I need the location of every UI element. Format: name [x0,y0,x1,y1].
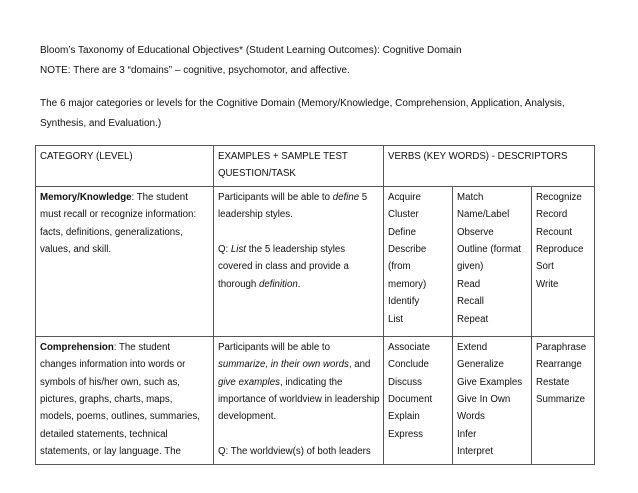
memory-verbs-cell [384,186,595,336]
document-title: Bloom’s Taxonomy of Educational Objectives* (Student Learning Outcomes): Cognitive Domain [40,45,462,56]
memory-title: Memory/Knowledge [40,191,132,203]
comprehension-category-cell: Comprehension: The student changes information into words or symbols of his/her own, such as, pictures, graphs, charts, maps, models, poems, outlines, summaries, detailed statements, technical statements, or lay language. The [36,336,214,464]
memory-examples-cell: Participants will be able to define 5 leadership styles. Q: List the 5 leadership styles covered in class and provide a thorough definition. [214,186,384,336]
memory-verbs-col-1: Acquire Cluster Define Describe (from memory) Identify List [388,191,427,325]
note-line: NOTE: There are 3 “domains” – cognitive, psychomotor, and affective. [40,65,350,76]
memory-verbs-col-2: Match Name/Label Observe Outline (format given) Read Recall Repeat [452,187,531,336]
memory-verbs-col-3: Recognize Record Recount Reproduce Sort Write [531,187,594,336]
categories-line-cont: Synthesis, and Evaluation.) [40,118,162,129]
comprehension-verbs-col-2: Extend Generalize Give Examples Give In Own Words Infer Interpret [452,337,531,464]
header-verbs: VERBS (KEY WORDS) - DESCRIPTORS [384,146,595,187]
header-category: CATEGORY (LEVEL) [36,146,214,187]
intro-text [40,41,600,134]
table-row-memory [36,186,595,336]
memory-desc-3: values, and skill. [40,243,112,255]
memory-desc-2: facts, definitions, generalizations, [40,226,183,238]
taxonomy-table [35,145,595,465]
comprehension-title: Comprehension [40,341,114,353]
header-examples: EXAMPLES + SAMPLE TEST QUESTION/TASK [214,146,384,187]
comprehension-verbs-col-1: Associate Conclude Discuss Document Explain Express [388,341,433,440]
comprehension-verbs-col-3: Paraphrase Rearrange Restate Summarize [531,337,594,464]
memory-desc-1: must recall or recognize information: [40,209,197,221]
comprehension-verbs-cell [384,336,595,464]
table-header-row [36,146,595,187]
memory-category-cell: Memory/Knowledge: The student must recall or recognize information: facts, definitions, generalizations, values, and skill. [36,186,214,336]
comprehension-examples-cell: Participants will be able to summarize, in their own words, and give examples, indicating the importance of worldview in leadership development. Q: The worldview(s) of both leaders [214,336,384,464]
categories-line: The 6 major categories or levels for the Cognitive Domain (Memory/Knowledge, Comprehension, Application, Analysis, [40,98,565,109]
table-row-comprehension [36,336,595,464]
